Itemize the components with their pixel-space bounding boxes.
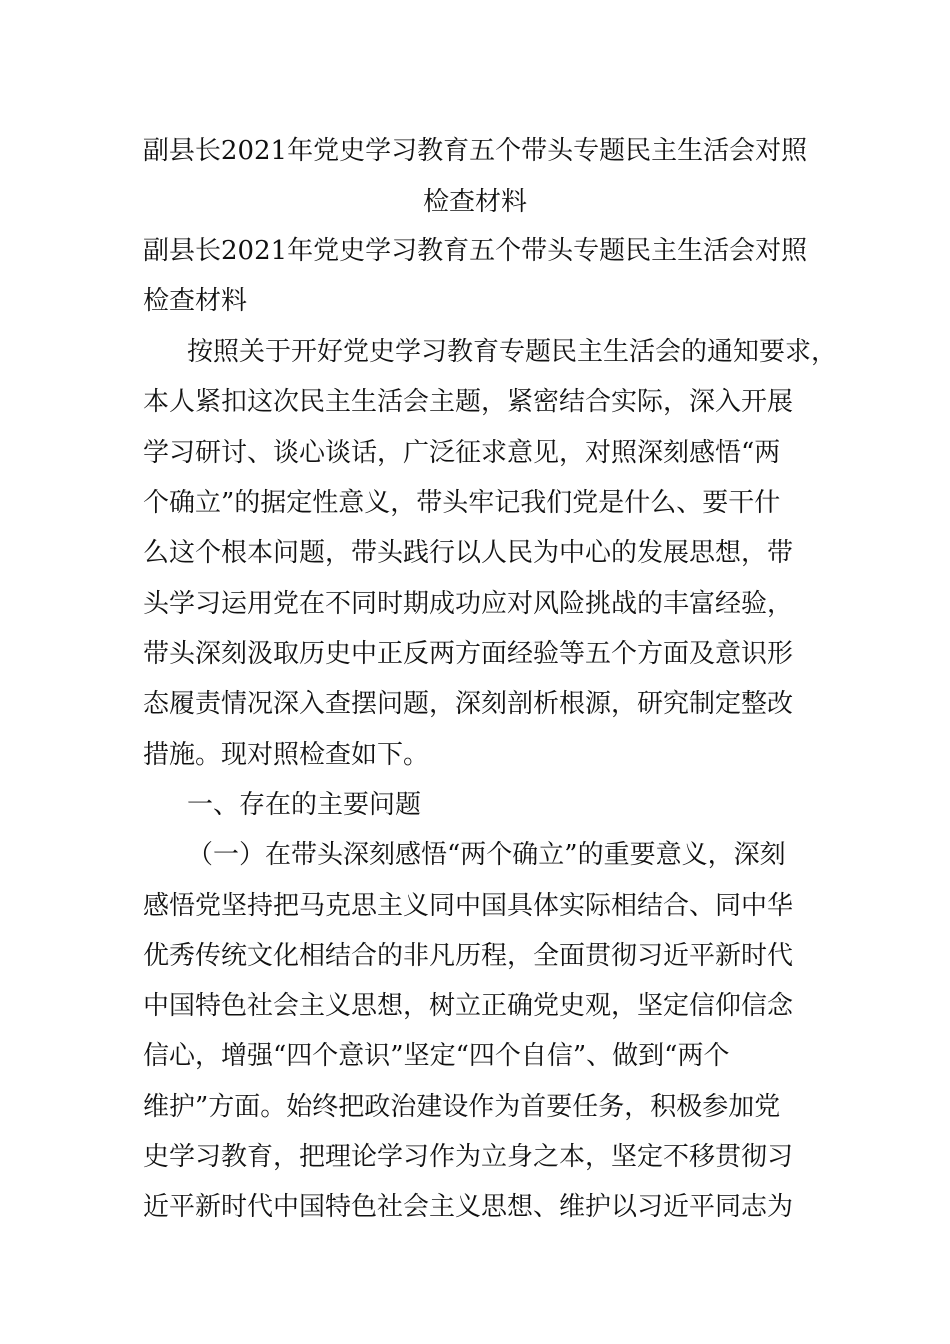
document-title-line-1: 副县长2021年党史学习教育五个带头专题民主生活会对照	[142, 136, 808, 166]
paragraph-1-line: 按照关于开好党史学习教育专题民主生活会的通知要求，	[187, 337, 838, 367]
paragraph-2-line: 信心，增强“四个意识”坚定“四个自信”、做到“两个	[143, 1041, 730, 1071]
paragraph-1-line: 么这个根本问题，带头践行以人民为中心的发展思想，带	[143, 538, 794, 568]
paragraph-2-line: 维护”方面。始终把政治建设作为首要任务，积极参加党	[143, 1092, 781, 1122]
document-title-line-2: 检查材料	[422, 187, 527, 217]
paragraph-2-line: （一）在带头深刻感悟“两个确立”的重要意义，深刻	[187, 840, 786, 870]
paragraph-2-line: 史学习教育，把理论学习作为立身之本，坚定不移贯彻习	[143, 1142, 794, 1172]
paragraph-1-line: 措施。现对照检查如下。	[143, 740, 430, 770]
document-subtitle-line-2: 检查材料	[143, 286, 248, 316]
paragraph-2-line: 近平新时代中国特色社会主义思想、维护以习近平同志为	[143, 1192, 794, 1222]
paragraph-2-line: 中国特色社会主义思想，树立正确党史观，坚定信仰信念	[143, 991, 794, 1021]
paragraph-1-line: 带头深刻汲取历史中正反两方面经验等五个方面及意识形	[143, 639, 794, 669]
section-1-heading: 一、存在的主要问题	[187, 790, 422, 820]
paragraph-1-line: 态履责情况深入查摆问题，深刻剖析根源，研究制定整改	[143, 689, 794, 719]
document-subtitle-line-1: 副县长2021年党史学习教育五个带头专题民主生活会对照	[143, 236, 808, 266]
paragraph-2-line: 优秀传统文化相结合的非凡历程，全面贯彻习近平新时代	[143, 941, 794, 971]
paragraph-1-line: 学习研讨、谈心谈话，广泛征求意见，对照深刻感悟“两	[143, 438, 781, 468]
paragraph-2-line: 感悟党坚持把马克思主义同中国具体实际相结合、同中华	[143, 891, 794, 921]
paragraph-1-line: 本人紧扣这次民主生活会主题，紧密结合实际，深入开展	[143, 387, 794, 417]
paragraph-1-line: 个确立”的据定性意义，带头牢记我们党是什么、要干什	[143, 488, 781, 518]
paragraph-1-line: 头学习运用党在不同时期成功应对风险挑战的丰富经验，	[143, 589, 794, 619]
